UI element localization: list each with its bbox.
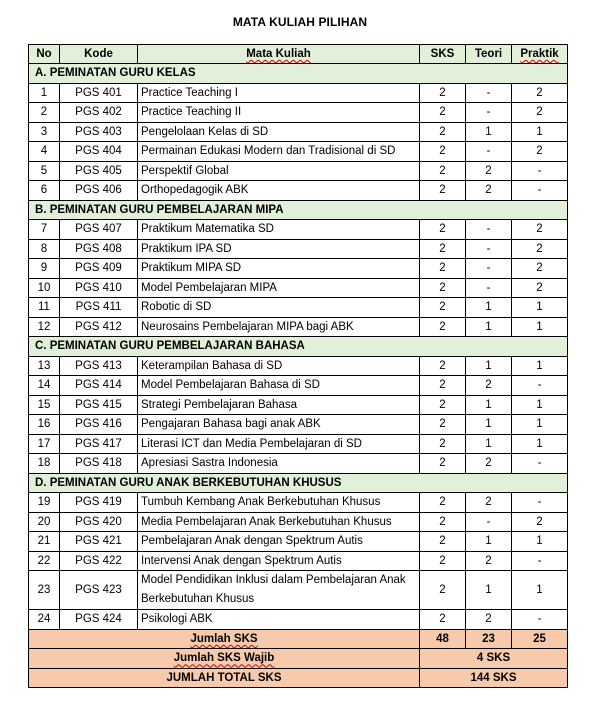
cell-teori: 2 bbox=[466, 493, 512, 513]
cell-sks: 2 bbox=[420, 571, 466, 610]
cell-no: 10 bbox=[29, 278, 60, 298]
header-mata-kuliah: Mata Kuliah bbox=[138, 45, 420, 64]
cell-teori: - bbox=[466, 83, 512, 103]
cell-mata-kuliah: Apresiasi Sastra Indonesia bbox=[138, 454, 420, 474]
cell-mata-kuliah: Praktikum IPA SD bbox=[138, 239, 420, 259]
cell-teori: 1 bbox=[466, 571, 512, 610]
cell-no: 17 bbox=[29, 434, 60, 454]
cell-no: 8 bbox=[29, 239, 60, 259]
header-kode: Kode bbox=[60, 45, 138, 64]
cell-teori: 1 bbox=[466, 317, 512, 337]
table-row bbox=[29, 103, 568, 123]
cell-kode: PGS 411 bbox=[60, 298, 138, 318]
cell-kode: PGS 415 bbox=[60, 395, 138, 415]
cell-praktik: 1 bbox=[512, 122, 568, 142]
cell-kode: PGS 409 bbox=[60, 259, 138, 279]
cell-kode: PGS 401 bbox=[60, 83, 138, 103]
cell-teori: 2 bbox=[466, 454, 512, 474]
cell-no: 23 bbox=[29, 571, 60, 610]
cell-mata-kuliah: Intervensi Anak dengan Spektrum Autis bbox=[138, 551, 420, 571]
cell-no: 4 bbox=[29, 142, 60, 162]
cell-mata-kuliah: Neurosains Pembelajaran MIPA bagi ABK bbox=[138, 317, 420, 337]
section-header-row bbox=[29, 200, 568, 220]
table-row bbox=[29, 415, 568, 435]
table-row bbox=[29, 434, 568, 454]
grand-total-value: 144 SKS bbox=[420, 668, 568, 688]
cell-praktik: 2 bbox=[512, 220, 568, 240]
cell-teori: 1 bbox=[466, 395, 512, 415]
cell-kode: PGS 423 bbox=[60, 571, 138, 610]
cell-kode: PGS 419 bbox=[60, 493, 138, 513]
cell-no: 16 bbox=[29, 415, 60, 435]
cell-mata-kuliah: Practice Teaching I bbox=[138, 83, 420, 103]
cell-kode: PGS 412 bbox=[60, 317, 138, 337]
cell-no: 2 bbox=[29, 103, 60, 123]
cell-no: 13 bbox=[29, 356, 60, 376]
cell-mata-kuliah: Psikologi ABK bbox=[138, 610, 420, 630]
cell-praktik: 1 bbox=[512, 395, 568, 415]
cell-no: 3 bbox=[29, 122, 60, 142]
cell-kode: PGS 407 bbox=[60, 220, 138, 240]
jumlah-praktik-value: 25 bbox=[512, 629, 568, 649]
cell-kode: PGS 422 bbox=[60, 551, 138, 571]
cell-kode: PGS 418 bbox=[60, 454, 138, 474]
cell-mata-kuliah: Model Pendidikan Inklusi dalam Pembelajaran Anak Berkebutuhan Khusus bbox=[138, 571, 420, 610]
cell-sks: 2 bbox=[420, 454, 466, 474]
cell-sks: 2 bbox=[420, 161, 466, 181]
cell-kode: PGS 424 bbox=[60, 610, 138, 630]
cell-sks: 2 bbox=[420, 142, 466, 162]
cell-sks: 2 bbox=[420, 434, 466, 454]
table-row bbox=[29, 610, 568, 630]
cell-kode: PGS 416 bbox=[60, 415, 138, 435]
cell-no: 18 bbox=[29, 454, 60, 474]
table-row bbox=[29, 259, 568, 279]
cell-mata-kuliah: Model Pembelajaran MIPA bbox=[138, 278, 420, 298]
cell-praktik: 2 bbox=[512, 239, 568, 259]
table-row bbox=[29, 493, 568, 513]
cell-teori: - bbox=[466, 512, 512, 532]
cell-teori: - bbox=[466, 103, 512, 123]
table-row bbox=[29, 395, 568, 415]
page-title: MATA KULIAH PILIHAN bbox=[232, 15, 368, 29]
cell-teori: - bbox=[466, 142, 512, 162]
section-label: A. PEMINATAN GURU KELAS bbox=[29, 64, 568, 84]
cell-praktik: 2 bbox=[512, 83, 568, 103]
table-row bbox=[29, 181, 568, 201]
cell-teori: 2 bbox=[466, 376, 512, 396]
cell-mata-kuliah: Orthopedagogik ABK bbox=[138, 181, 420, 201]
table-row bbox=[29, 142, 568, 162]
cell-kode: PGS 404 bbox=[60, 142, 138, 162]
cell-mata-kuliah: Media Pembelajaran Anak Berkebutuhan Khusus bbox=[138, 512, 420, 532]
cell-sks: 2 bbox=[420, 532, 466, 552]
cell-no: 21 bbox=[29, 532, 60, 552]
table-row bbox=[29, 512, 568, 532]
cell-sks: 2 bbox=[420, 415, 466, 435]
cell-kode: PGS 405 bbox=[60, 161, 138, 181]
table-row bbox=[29, 298, 568, 318]
cell-kode: PGS 403 bbox=[60, 122, 138, 142]
cell-kode: PGS 420 bbox=[60, 512, 138, 532]
table-row bbox=[29, 220, 568, 240]
cell-teori: 1 bbox=[466, 298, 512, 318]
table-row bbox=[29, 454, 568, 474]
cell-kode: PGS 410 bbox=[60, 278, 138, 298]
cell-praktik: - bbox=[512, 181, 568, 201]
cell-sks: 2 bbox=[420, 395, 466, 415]
section-header-row bbox=[29, 473, 568, 493]
cell-praktik: - bbox=[512, 551, 568, 571]
cell-praktik: - bbox=[512, 493, 568, 513]
cell-mata-kuliah: Keterampilan Bahasa di SD bbox=[138, 356, 420, 376]
wajib-sks-row bbox=[29, 649, 568, 669]
cell-teori: 1 bbox=[466, 434, 512, 454]
cell-sks: 2 bbox=[420, 512, 466, 532]
header-no: No bbox=[29, 45, 60, 64]
cell-teori: 2 bbox=[466, 161, 512, 181]
section-label: C. PEMINATAN GURU PEMBELAJARAN BAHASA bbox=[29, 337, 568, 357]
table-row bbox=[29, 551, 568, 571]
cell-no: 15 bbox=[29, 395, 60, 415]
cell-sks: 2 bbox=[420, 610, 466, 630]
cell-sks: 2 bbox=[420, 278, 466, 298]
cell-no: 14 bbox=[29, 376, 60, 396]
header-praktik: Praktik bbox=[512, 45, 568, 64]
cell-kode: PGS 414 bbox=[60, 376, 138, 396]
cell-praktik: - bbox=[512, 610, 568, 630]
table-row bbox=[29, 122, 568, 142]
cell-kode: PGS 417 bbox=[60, 434, 138, 454]
cell-praktik: 1 bbox=[512, 434, 568, 454]
table-header-row bbox=[29, 45, 568, 64]
grand-total-row bbox=[29, 668, 568, 688]
cell-kode: PGS 421 bbox=[60, 532, 138, 552]
cell-mata-kuliah: Perspektif Global bbox=[138, 161, 420, 181]
cell-no: 7 bbox=[29, 220, 60, 240]
cell-praktik: - bbox=[512, 376, 568, 396]
section-label: D. PEMINATAN GURU ANAK BERKEBUTUHAN KHUSUS bbox=[29, 473, 568, 493]
cell-kode: PGS 406 bbox=[60, 181, 138, 201]
section-header-row bbox=[29, 64, 568, 84]
cell-mata-kuliah: Strategi Pembelajaran Bahasa bbox=[138, 395, 420, 415]
cell-teori: 1 bbox=[466, 122, 512, 142]
cell-praktik: 2 bbox=[512, 512, 568, 532]
cell-praktik: 1 bbox=[512, 571, 568, 610]
cell-teori: 2 bbox=[466, 551, 512, 571]
cell-mata-kuliah: Robotic di SD bbox=[138, 298, 420, 318]
cell-praktik: 2 bbox=[512, 103, 568, 123]
cell-praktik: - bbox=[512, 161, 568, 181]
cell-praktik: - bbox=[512, 454, 568, 474]
course-table bbox=[28, 44, 568, 688]
cell-kode: PGS 413 bbox=[60, 356, 138, 376]
cell-teori: 2 bbox=[466, 181, 512, 201]
table-row bbox=[29, 376, 568, 396]
cell-no: 9 bbox=[29, 259, 60, 279]
cell-teori: - bbox=[466, 278, 512, 298]
table-row bbox=[29, 532, 568, 552]
cell-mata-kuliah: Praktikum Matematika SD bbox=[138, 220, 420, 240]
cell-no: 5 bbox=[29, 161, 60, 181]
jumlah-sks-value: 48 bbox=[420, 629, 466, 649]
wajib-sks-label: Jumlah SKS Wajib bbox=[29, 649, 420, 669]
section-label: B. PEMINATAN GURU PEMBELAJARAN MIPA bbox=[29, 200, 568, 220]
cell-praktik: 1 bbox=[512, 532, 568, 552]
jumlah-sks-label: Jumlah SKS bbox=[29, 629, 420, 649]
cell-teori: - bbox=[466, 220, 512, 240]
cell-teori: 1 bbox=[466, 532, 512, 552]
cell-no: 12 bbox=[29, 317, 60, 337]
section-header-row bbox=[29, 337, 568, 357]
table-row bbox=[29, 239, 568, 259]
cell-sks: 2 bbox=[420, 239, 466, 259]
jumlah-teori-value: 23 bbox=[466, 629, 512, 649]
cell-mata-kuliah: Praktikum MIPA SD bbox=[138, 259, 420, 279]
cell-kode: PGS 408 bbox=[60, 239, 138, 259]
cell-no: 1 bbox=[29, 83, 60, 103]
cell-teori: 2 bbox=[466, 610, 512, 630]
header-sks: SKS bbox=[420, 45, 466, 64]
wajib-sks-value: 4 SKS bbox=[420, 649, 568, 669]
table-row bbox=[29, 317, 568, 337]
total-sks-row bbox=[29, 629, 568, 649]
cell-teori: 1 bbox=[466, 415, 512, 435]
cell-kode: PGS 402 bbox=[60, 103, 138, 123]
cell-praktik: 2 bbox=[512, 142, 568, 162]
cell-sks: 2 bbox=[420, 259, 466, 279]
cell-sks: 2 bbox=[420, 122, 466, 142]
cell-praktik: 1 bbox=[512, 356, 568, 376]
cell-teori: - bbox=[466, 259, 512, 279]
cell-mata-kuliah: Pengajaran Bahasa bagi anak ABK bbox=[138, 415, 420, 435]
table-row bbox=[29, 278, 568, 298]
cell-sks: 2 bbox=[420, 317, 466, 337]
cell-praktik: 2 bbox=[512, 259, 568, 279]
cell-teori: 1 bbox=[466, 356, 512, 376]
cell-mata-kuliah: Literasi ICT dan Media Pembelajaran di SD bbox=[138, 434, 420, 454]
grand-total-label: JUMLAH TOTAL SKS bbox=[29, 668, 420, 688]
table-row bbox=[29, 571, 568, 610]
cell-praktik: 1 bbox=[512, 317, 568, 337]
cell-mata-kuliah: Model Pembelajaran Bahasa di SD bbox=[138, 376, 420, 396]
cell-mata-kuliah: Pembelajaran Anak dengan Spektrum Autis bbox=[138, 532, 420, 552]
cell-sks: 2 bbox=[420, 493, 466, 513]
cell-praktik: 1 bbox=[512, 415, 568, 435]
cell-sks: 2 bbox=[420, 220, 466, 240]
cell-mata-kuliah: Permainan Edukasi Modern dan Tradisional di SD bbox=[138, 142, 420, 162]
table-row bbox=[29, 356, 568, 376]
cell-no: 19 bbox=[29, 493, 60, 513]
cell-sks: 2 bbox=[420, 298, 466, 318]
cell-no: 11 bbox=[29, 298, 60, 318]
cell-no: 6 bbox=[29, 181, 60, 201]
cell-no: 24 bbox=[29, 610, 60, 630]
table-row bbox=[29, 161, 568, 181]
cell-no: 22 bbox=[29, 551, 60, 571]
cell-mata-kuliah: Pengelolaan Kelas di SD bbox=[138, 122, 420, 142]
cell-teori: - bbox=[466, 239, 512, 259]
cell-no: 20 bbox=[29, 512, 60, 532]
cell-sks: 2 bbox=[420, 551, 466, 571]
cell-sks: 2 bbox=[420, 376, 466, 396]
cell-sks: 2 bbox=[420, 103, 466, 123]
cell-sks: 2 bbox=[420, 356, 466, 376]
cell-mata-kuliah: Practice Teaching II bbox=[138, 103, 420, 123]
cell-praktik: 2 bbox=[512, 278, 568, 298]
table-row bbox=[29, 83, 568, 103]
cell-praktik: 1 bbox=[512, 298, 568, 318]
cell-sks: 2 bbox=[420, 83, 466, 103]
cell-sks: 2 bbox=[420, 181, 466, 201]
cell-mata-kuliah: Tumbuh Kembang Anak Berkebutuhan Khusus bbox=[138, 493, 420, 513]
header-teori: Teori bbox=[466, 45, 512, 64]
